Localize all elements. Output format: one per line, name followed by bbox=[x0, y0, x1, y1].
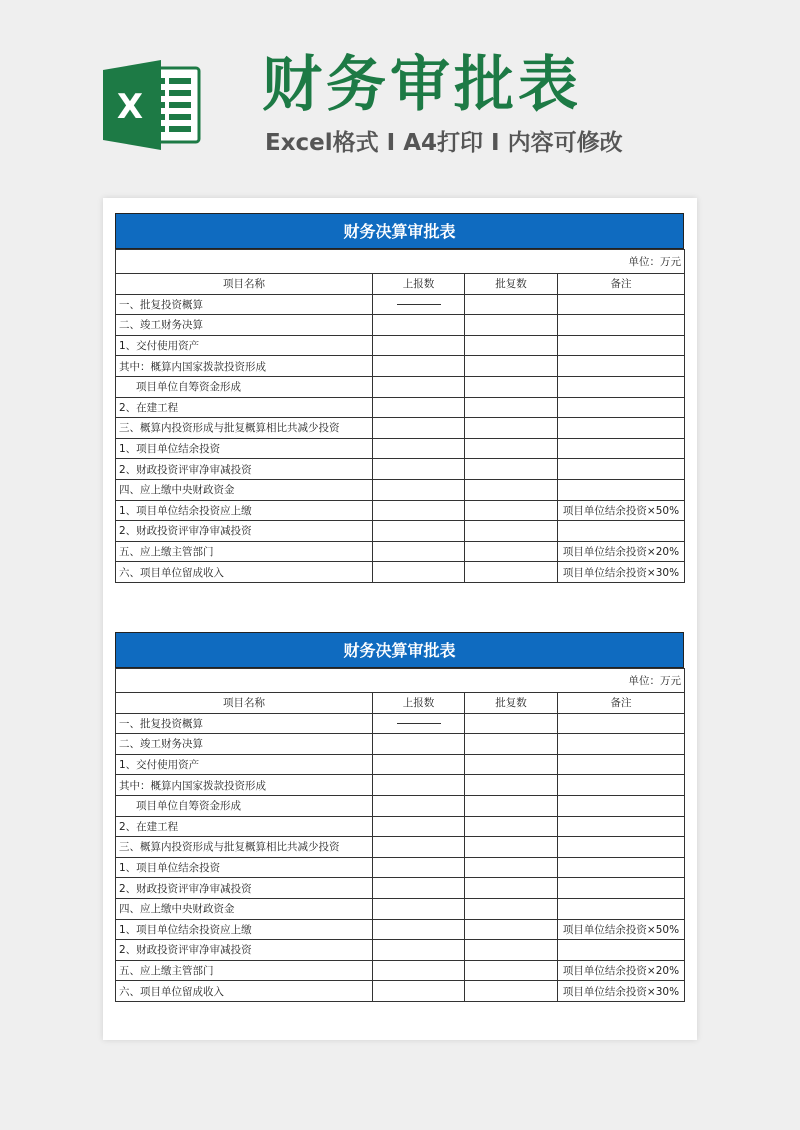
item-name-cell[interactable]: 三、概算内投资形成与批复概算相比共减少投资 bbox=[116, 837, 373, 858]
column-header: 批复数 bbox=[465, 274, 558, 295]
item-name-cell[interactable]: 五、应上缴主管部门 bbox=[116, 960, 373, 981]
approved-cell[interactable] bbox=[465, 919, 558, 940]
item-name-cell[interactable]: 其中：概算内国家拨款投资形成 bbox=[116, 356, 373, 377]
table-row bbox=[116, 541, 685, 562]
item-name-cell[interactable]: 其中：概算内国家拨款投资形成 bbox=[116, 775, 373, 796]
reported-cell[interactable] bbox=[373, 795, 465, 816]
reported-cell[interactable] bbox=[373, 940, 465, 961]
approved-cell[interactable] bbox=[465, 459, 558, 480]
item-name-cell[interactable]: 2、在建工程 bbox=[116, 816, 373, 837]
table-row bbox=[116, 479, 685, 500]
column-header: 批复数 bbox=[465, 693, 558, 714]
table-row bbox=[116, 878, 685, 899]
approved-cell[interactable] bbox=[465, 816, 558, 837]
reported-cell[interactable] bbox=[373, 981, 465, 1002]
page-header bbox=[0, 0, 800, 195]
reported-cell[interactable] bbox=[373, 521, 465, 542]
reported-cell[interactable] bbox=[373, 837, 465, 858]
approved-cell[interactable] bbox=[465, 562, 558, 583]
column-header: 备注 bbox=[558, 693, 685, 714]
reported-cell[interactable] bbox=[373, 397, 465, 418]
approved-cell[interactable] bbox=[465, 500, 558, 521]
reported-cell[interactable] bbox=[373, 816, 465, 837]
note-cell[interactable] bbox=[558, 795, 685, 816]
item-name-cell[interactable]: 项目单位自筹资金形成 bbox=[116, 376, 373, 397]
page-subtitle: Excel格式 I A4打印 I 内容可修改 bbox=[265, 130, 623, 156]
table-header-row bbox=[116, 274, 685, 295]
reported-cell[interactable] bbox=[373, 960, 465, 981]
approved-cell[interactable] bbox=[465, 438, 558, 459]
approved-cell[interactable] bbox=[465, 857, 558, 878]
item-name-cell[interactable]: 四、应上缴中央财政资金 bbox=[116, 479, 373, 500]
sheet-title: 财务决算审批表 bbox=[115, 213, 684, 249]
approved-cell[interactable] bbox=[465, 775, 558, 796]
table-row bbox=[116, 775, 685, 796]
table-row bbox=[116, 940, 685, 961]
item-name-cell[interactable]: 1、项目单位结余投资应上缴 bbox=[116, 500, 373, 521]
note-cell[interactable] bbox=[558, 315, 685, 336]
item-name-cell[interactable]: 一、批复投资概算 bbox=[116, 713, 373, 734]
reported-cell[interactable] bbox=[373, 857, 465, 878]
table-row bbox=[116, 500, 685, 521]
item-name-cell[interactable]: 1、项目单位结余投资应上缴 bbox=[116, 919, 373, 940]
unit-label: 单位：万元 bbox=[116, 669, 685, 693]
note-cell[interactable]: 项目单位结余投资×20% bbox=[558, 960, 685, 981]
note-cell[interactable] bbox=[558, 734, 685, 755]
note-cell[interactable] bbox=[558, 940, 685, 961]
note-cell[interactable] bbox=[558, 418, 685, 439]
approval-table bbox=[115, 249, 685, 583]
note-cell[interactable] bbox=[558, 857, 685, 878]
approved-cell[interactable] bbox=[465, 754, 558, 775]
table-row bbox=[116, 816, 685, 837]
excel-icon bbox=[103, 60, 203, 150]
table-row bbox=[116, 335, 685, 356]
approved-cell[interactable] bbox=[465, 335, 558, 356]
item-name-cell[interactable]: 三、概算内投资形成与批复概算相比共减少投资 bbox=[116, 418, 373, 439]
approved-cell[interactable] bbox=[465, 356, 558, 377]
column-header: 项目名称 bbox=[116, 274, 373, 295]
table-row bbox=[116, 960, 685, 981]
reported-cell[interactable] bbox=[373, 459, 465, 480]
note-cell[interactable] bbox=[558, 376, 685, 397]
reported-cell[interactable] bbox=[373, 754, 465, 775]
item-name-cell[interactable]: 六、项目单位留成收入 bbox=[116, 562, 373, 583]
column-header: 项目名称 bbox=[116, 693, 373, 714]
approval-table bbox=[115, 668, 685, 1002]
item-name-cell[interactable]: 1、交付使用资产 bbox=[116, 335, 373, 356]
table-row bbox=[116, 898, 685, 919]
reported-cell[interactable] bbox=[373, 734, 465, 755]
approved-cell[interactable] bbox=[465, 734, 558, 755]
reported-cell[interactable] bbox=[373, 335, 465, 356]
note-cell[interactable]: 项目单位结余投资×50% bbox=[558, 500, 685, 521]
approved-cell[interactable] bbox=[465, 898, 558, 919]
document-paper bbox=[103, 198, 697, 1040]
approved-cell[interactable] bbox=[465, 940, 558, 961]
note-cell[interactable] bbox=[558, 459, 685, 480]
approval-sheet-2 bbox=[115, 632, 684, 1002]
item-name-cell[interactable]: 2、财政投资评审净审减投资 bbox=[116, 521, 373, 542]
item-name-cell[interactable]: 1、项目单位结余投资 bbox=[116, 857, 373, 878]
column-header: 上报数 bbox=[373, 693, 465, 714]
table-row bbox=[116, 459, 685, 480]
note-cell[interactable] bbox=[558, 816, 685, 837]
table-row bbox=[116, 438, 685, 459]
reported-cell[interactable] bbox=[373, 878, 465, 899]
reported-cell[interactable] bbox=[373, 775, 465, 796]
reported-cell[interactable] bbox=[373, 898, 465, 919]
item-name-cell[interactable]: 二、竣工财务决算 bbox=[116, 734, 373, 755]
table-row bbox=[116, 521, 685, 542]
note-cell[interactable] bbox=[558, 837, 685, 858]
table-row bbox=[116, 713, 685, 734]
approved-cell[interactable] bbox=[465, 521, 558, 542]
table-header-row bbox=[116, 693, 685, 714]
note-cell[interactable] bbox=[558, 335, 685, 356]
table-row bbox=[116, 418, 685, 439]
approved-cell[interactable] bbox=[465, 479, 558, 500]
approved-cell[interactable] bbox=[465, 837, 558, 858]
table-row bbox=[116, 795, 685, 816]
approved-cell[interactable] bbox=[465, 315, 558, 336]
note-cell[interactable]: 项目单位结余投资×50% bbox=[558, 919, 685, 940]
table-row bbox=[116, 397, 685, 418]
approval-sheet-1 bbox=[115, 213, 684, 583]
item-name-cell[interactable]: 1、交付使用资产 bbox=[116, 754, 373, 775]
reported-cell[interactable] bbox=[373, 562, 465, 583]
column-header: 上报数 bbox=[373, 274, 465, 295]
reported-cell[interactable] bbox=[373, 500, 465, 521]
table-row bbox=[116, 754, 685, 775]
table-row bbox=[116, 315, 685, 336]
reported-cell[interactable] bbox=[373, 356, 465, 377]
approved-cell[interactable] bbox=[465, 376, 558, 397]
approved-cell[interactable] bbox=[465, 397, 558, 418]
note-cell[interactable] bbox=[558, 521, 685, 542]
logo-letter: X bbox=[116, 87, 144, 127]
approved-cell[interactable] bbox=[465, 294, 558, 315]
approved-cell[interactable] bbox=[465, 541, 558, 562]
reported-cell[interactable] bbox=[373, 919, 465, 940]
reported-cell[interactable] bbox=[373, 541, 465, 562]
note-cell[interactable] bbox=[558, 713, 685, 734]
sheet-title: 财务决算审批表 bbox=[115, 632, 684, 668]
item-name-cell[interactable]: 2、财政投资评审净审减投资 bbox=[116, 940, 373, 961]
note-cell[interactable] bbox=[558, 397, 685, 418]
table-row bbox=[116, 734, 685, 755]
note-cell[interactable] bbox=[558, 438, 685, 459]
note-cell[interactable] bbox=[558, 754, 685, 775]
note-cell[interactable] bbox=[558, 898, 685, 919]
dash-placeholder bbox=[397, 304, 441, 305]
column-header: 备注 bbox=[558, 274, 685, 295]
reported-cell[interactable] bbox=[373, 713, 465, 734]
reported-cell[interactable] bbox=[373, 479, 465, 500]
table-row bbox=[116, 376, 685, 397]
note-cell[interactable]: 项目单位结余投资×20% bbox=[558, 541, 685, 562]
approved-cell[interactable] bbox=[465, 795, 558, 816]
item-name-cell[interactable]: 四、应上缴中央财政资金 bbox=[116, 898, 373, 919]
note-cell[interactable] bbox=[558, 775, 685, 796]
reported-cell[interactable] bbox=[373, 294, 465, 315]
item-name-cell[interactable]: 六、项目单位留成收入 bbox=[116, 981, 373, 1002]
table-row bbox=[116, 837, 685, 858]
page-title: 财务审批表 bbox=[262, 50, 582, 120]
approved-cell[interactable] bbox=[465, 713, 558, 734]
table-row bbox=[116, 919, 685, 940]
note-cell[interactable] bbox=[558, 356, 685, 377]
item-name-cell[interactable]: 五、应上缴主管部门 bbox=[116, 541, 373, 562]
approved-cell[interactable] bbox=[465, 981, 558, 1002]
dash-placeholder bbox=[397, 723, 441, 724]
note-cell[interactable] bbox=[558, 878, 685, 899]
item-name-cell[interactable]: 2、财政投资评审净审减投资 bbox=[116, 878, 373, 899]
reported-cell[interactable] bbox=[373, 438, 465, 459]
note-cell[interactable]: 项目单位结余投资×30% bbox=[558, 981, 685, 1002]
table-row bbox=[116, 294, 685, 315]
item-name-cell[interactable]: 项目单位自筹资金形成 bbox=[116, 795, 373, 816]
note-cell[interactable]: 项目单位结余投资×30% bbox=[558, 562, 685, 583]
item-name-cell[interactable]: 二、竣工财务决算 bbox=[116, 315, 373, 336]
item-name-cell[interactable]: 2、在建工程 bbox=[116, 397, 373, 418]
table-row bbox=[116, 981, 685, 1002]
approved-cell[interactable] bbox=[465, 960, 558, 981]
table-row bbox=[116, 562, 685, 583]
item-name-cell[interactable]: 1、项目单位结余投资 bbox=[116, 438, 373, 459]
note-cell[interactable] bbox=[558, 479, 685, 500]
approved-cell[interactable] bbox=[465, 878, 558, 899]
item-name-cell[interactable]: 一、批复投资概算 bbox=[116, 294, 373, 315]
approved-cell[interactable] bbox=[465, 418, 558, 439]
reported-cell[interactable] bbox=[373, 376, 465, 397]
note-cell[interactable] bbox=[558, 294, 685, 315]
item-name-cell[interactable]: 2、财政投资评审净审减投资 bbox=[116, 459, 373, 480]
table-row bbox=[116, 356, 685, 377]
reported-cell[interactable] bbox=[373, 418, 465, 439]
unit-label: 单位：万元 bbox=[116, 250, 685, 274]
table-row bbox=[116, 857, 685, 878]
reported-cell[interactable] bbox=[373, 315, 465, 336]
